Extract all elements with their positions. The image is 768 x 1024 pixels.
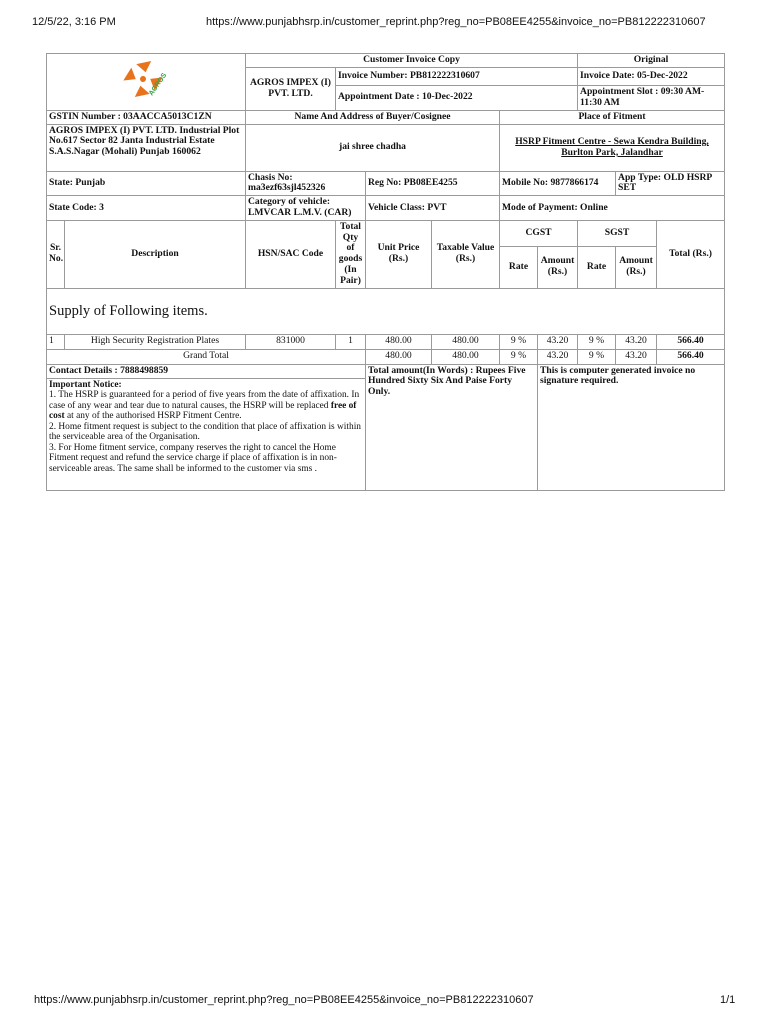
invoice-table (46, 53, 725, 491)
appointment-date: Appointment Date : 10-Dec-2022 (336, 85, 578, 110)
table-row (47, 334, 725, 349)
item-sr: 1 (47, 334, 65, 349)
item-sgst-amount: 43.20 (616, 334, 657, 349)
print-datetime: 12/5/22, 3:16 PM (32, 16, 116, 28)
logo-wordmark: AGROS (147, 72, 169, 98)
item-sgst-rate: 9 % (578, 334, 616, 349)
print-page-number: 1/1 (720, 994, 736, 1006)
grand-total-row (47, 349, 725, 364)
invoice-date: Invoice Date: 05-Dec-2022 (578, 67, 725, 85)
notice-point-1 (49, 390, 363, 422)
item-qty: 1 (336, 334, 366, 349)
item-total: 566.40 (657, 334, 725, 349)
item-description: High Security Registration Plates (65, 334, 246, 349)
item-unit-price: 480.00 (366, 334, 432, 349)
original-label: Original (578, 54, 725, 68)
fitment-header: Place of Fitment (500, 110, 725, 124)
col-header-sr: Sr. No. (47, 220, 65, 288)
item-cgst-amount: 43.20 (538, 334, 578, 349)
mobile-number: Mobile No: 9877866174 (500, 171, 616, 195)
buyer-name: jai shree chadha (246, 124, 500, 171)
fitment-place: HSRP Fitment Centre - Sewa Kendra Building, Burlton Park, Jalandhar (500, 124, 725, 171)
col-header-hsn: HSN/SAC Code (246, 220, 336, 288)
col-header-total: Total (Rs.) (657, 220, 725, 288)
grand-total-sgst-rate: 9 % (578, 349, 616, 364)
col-header-taxable: Taxable Value (Rs.) (432, 220, 500, 288)
print-header-url: https://www.punjabhsrp.in/customer_reprint.php?reg_no=PB08EE4255&invoice_no=PB812222310607 (206, 16, 706, 28)
col-header-cgst-amount: Amount (Rs.) (538, 246, 578, 288)
notice-point-1-bold: free of cost (49, 400, 357, 422)
col-header-unit-price: Unit Price (Rs.) (366, 220, 432, 288)
col-header-qty: Total Qty of goods (In Pair) (336, 220, 366, 288)
item-hsn: 831000 (246, 334, 336, 349)
registration-number: Reg No: PB08EE4255 (366, 171, 500, 195)
appointment-slot: Appointment Slot : 09:30 AM-11:30 AM (578, 85, 725, 110)
computer-generated-note: This is computer generated invoice no signature required. (538, 364, 725, 490)
supply-heading: Supply of Following items. (47, 288, 725, 334)
grand-total-label: Grand Total (47, 349, 366, 364)
item-cgst-rate: 9 % (500, 334, 538, 349)
notice-title: Important Notice: (49, 379, 122, 390)
vehicle-class: Vehicle Class: PVT (366, 196, 500, 220)
col-header-cgst-rate: Rate (500, 246, 538, 288)
item-taxable: 480.00 (432, 334, 500, 349)
state-code: State Code: 3 (47, 196, 246, 220)
app-type: App Type: OLD HSRP SET (616, 171, 725, 195)
notice-point-1-text: 1. The HSRP is guaranteed for a period of five years from the date of affixation. In case of any wear and tear due to natural causes, the HSRP will be replaced (49, 390, 360, 411)
copy-title: Customer Invoice Copy (246, 54, 578, 68)
payment-mode: Mode of Payment: Online (500, 196, 725, 220)
col-header-description: Description (65, 220, 246, 288)
col-header-sgst-rate: Rate (578, 246, 616, 288)
contact-details: Contact Details : 7888498859 (47, 364, 366, 378)
grand-total-cgst-rate: 9 % (500, 349, 538, 364)
print-footer-url: https://www.punjabhsrp.in/customer_reprint.php?reg_no=PB08EE4255&invoice_no=PB812222310607 (34, 994, 534, 1006)
invoice-number: Invoice Number: PB812222310607 (336, 67, 578, 85)
vehicle-category: Category of vehicle: LMVCAR L.M.V. (CAR) (246, 196, 366, 220)
seller-address: AGROS IMPEX (I) PVT. LTD. Industrial Plot No.617 Sector 82 Janta Industrial Estate S.A.S.Nagar (Mohali) Punjab 160062 (47, 124, 246, 171)
agros-logo-icon (119, 58, 173, 102)
notice-point-1-end: at any of the authorised HSRP Fitment Centre. (66, 411, 242, 422)
buyer-header: Name And Address of Buyer/Cosignee (246, 110, 500, 124)
grand-total-taxable: 480.00 (432, 349, 500, 364)
gstin-number: GSTIN Number : 03AACCA5013C1ZN (47, 110, 246, 124)
company-logo-cell (47, 54, 246, 111)
chassis-number: Chasis No: ma3ezf63sjl452326 (246, 171, 366, 195)
seller-state: State: Punjab (47, 171, 246, 195)
grand-total-sgst-amount: 43.20 (616, 349, 657, 364)
notice-point-3: 3. For Home fitment service, company reserves the right to cancel the Home Fitment request and refund the service charge if place of affixation is in non-serviceable areas. The same shall be informed to the customer via sms . (49, 442, 337, 474)
col-header-cgst: CGST (500, 220, 578, 246)
col-header-sgst-amount: Amount (Rs.) (616, 246, 657, 288)
grand-total-unit-price: 480.00 (366, 349, 432, 364)
notice-point-2: 2. Home fitment request is subject to the condition that place of affixation is within the serviceable area of the Organisation. (49, 421, 361, 443)
grand-total-total: 566.40 (657, 349, 725, 364)
important-notice (47, 378, 366, 490)
amount-in-words: Total amount(In Words) : Rupees Five Hundred Sixty Six And Paise Forty Only. (366, 364, 538, 490)
col-header-sgst: SGST (578, 220, 657, 246)
company-name-short: AGROS IMPEX (I) PVT. LTD. (246, 67, 336, 110)
grand-total-cgst-amount: 43.20 (538, 349, 578, 364)
